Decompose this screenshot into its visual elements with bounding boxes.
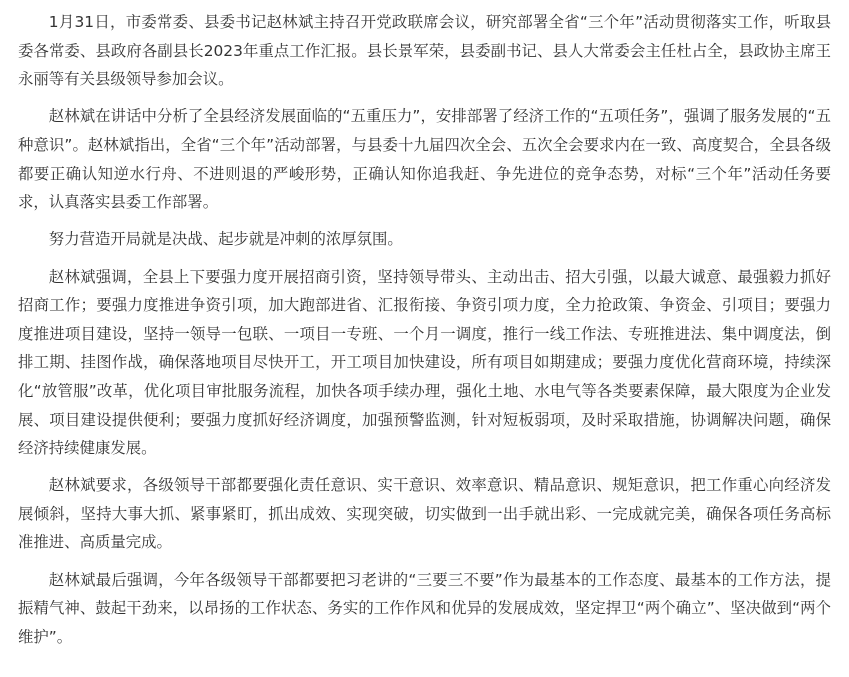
paragraph-pressures-tasks: 赵林斌在讲话中分析了全县经济发展面临的“五重压力”，安排部署了经济工作的“五项任务”，强调了服务发展的“五种意识”。赵林斌指出，全省“三个年”活动部署，与县委十九届四次全会、五次全会要求内在一致、高度契合，全县各级都要正确认知逆水行舟、不进则退的严峻形势，正确认知你追我赶、争先进位的竞争态势，对标“三个年”活动任务要求，认真落实县委工作部署。	[18, 107, 831, 212]
paragraph-final-emphasis: 赵林斌最后强调，今年各级领导干部都要把习老讲的“三要三不要”作为最基本的工作态度、最基本的工作方法，提振精气神、鼓起干劲来，以昂扬的工作状态、务实的工作作风和优异的发展成效，坚定捍卫“两个确立”、坚决做到“两个维护”。	[18, 570, 831, 646]
paragraph-investment-projects: 赵林斌强调，全县上下要强力度开展招商引资，坚持领导带头、主动出击、招大引强，以最大诚意、最强毅力抓好招商工作；要强力度推进争资引项，加大跑部进省、汇报衔接、争资引项力度，全力抢政策、争资金、引项目；要强力度推进项目建设，坚持一领导一包联、一项目一专班、一个月一调度，推行一线工作法、专班推进法、集中调度法，倒排工期、挂图作战，确保落地项目尽快开工，开工项目加快建设，所有项目如期建成；要强力度优化营商环境，持续深化“放管服”改革，优化项目审批服务流程，加快各项手续办理，强化土地、水电气等各类要素保障，最大限度为企业发展、项目建设提供便利；要强力度抓好经济调度，加强预警监测，针对短板弱项，及时采取措施，协调解决问题，确保经济持续健康发展。	[18, 267, 831, 458]
paragraph-atmosphere: 努力营造开局就是决战、起步就是冲刺的浓厚氛围。	[48, 230, 403, 249]
paragraph-requirements: 赵林斌要求，各级领导干部都要强化责任意识、实干意识、效率意识、精品意识、规矩意识，把工作重心向经济发展倾斜，坚持大事大抓、紧事紧盯，抓出成效、实现突破，切实做到一出手就出彩、一完成就完美，确保各项任务高标准推进、高质量完成。	[18, 476, 831, 552]
paragraph-meeting-intro: 1月31日，市委常委、县委书记赵林斌主持召开党政联席会议，研究部署全省“三个年”活动贯彻落实工作，听取县委各常委、县政府各副县长2023年重点工作汇报。县长景军荣，县委副书记、县人大常委会主任杜占全，县政协主席王永丽等有关县级领导参加会议。	[18, 13, 831, 89]
